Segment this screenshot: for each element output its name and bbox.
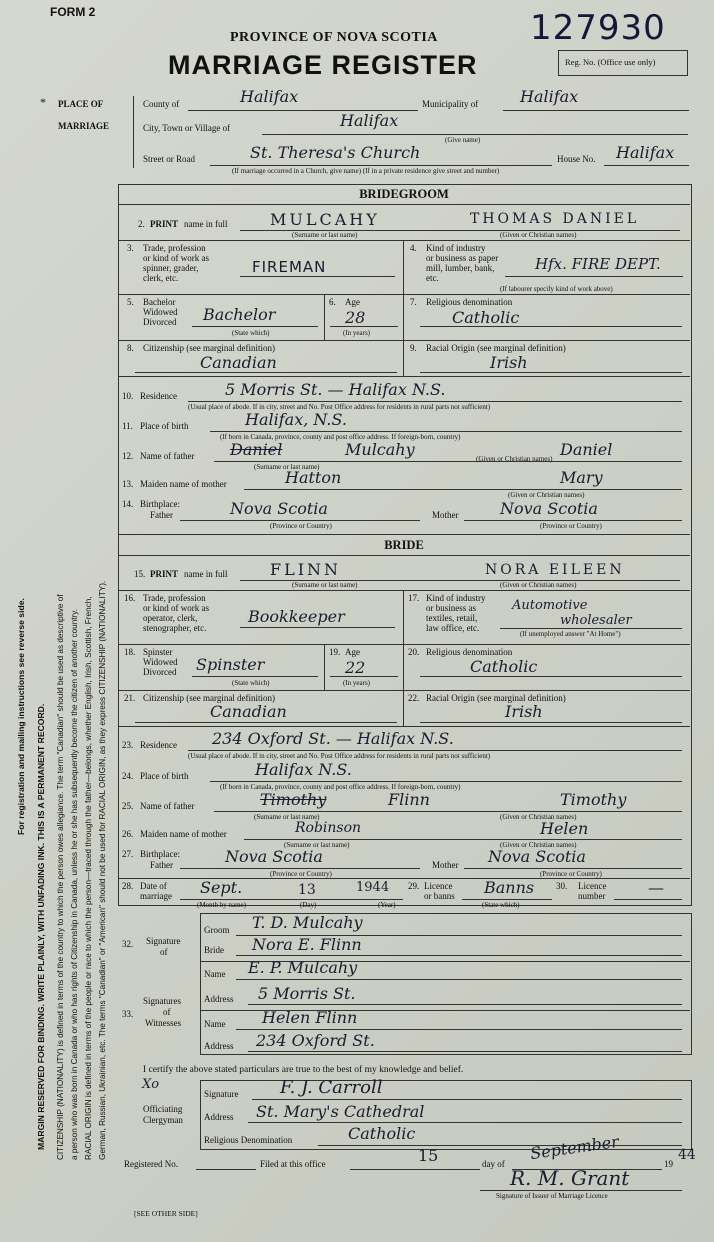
br-father-prov-sub: (Province or Country) [270,870,332,878]
house-label: House No. [557,154,596,164]
bg-age-label: Age [345,297,360,307]
clergy-address: St. Mary's Cathedral [256,1102,425,1121]
bg-father-prov-sub: (Province or Country) [270,522,332,530]
bg-residence-sub: (Usual place of abode. If in city, street and No. Post Office address for residents in rural parts not sufficient) [188,403,491,411]
bg-n6: 6. [329,297,336,307]
groom-industry: Hfx. FIRE DEPT. [535,255,661,273]
br-n21: 21. [124,693,136,703]
bg-n10: 10. [122,391,134,401]
br-birth-label: Place of birth [140,771,189,781]
registered-label: Registered No. [124,1159,178,1169]
bride-heading: BRIDE [384,538,424,552]
m-lic-l1: Licence [424,881,453,891]
bg-mother-label: Maiden name of mother [140,479,227,489]
sidebar-instructions: For registration and mailing instructions see reverse side. [16,598,26,835]
bride-residence: 234 Oxford St. — Halifax N.S. [212,729,454,748]
bride-mother-given: Helen [540,819,589,838]
groom-mother-surname: Hatton [285,468,342,487]
bg-father-label: Name of father [140,451,195,461]
clergy-l1: Officiating [143,1104,183,1114]
bg-ind-l3: mill, lumber, bank, [426,263,495,273]
w1-name-label: Name [204,969,226,979]
s-n33: 33. [122,1009,134,1019]
filed-label: Filed at this office [260,1159,326,1169]
s-sig-l1: Signature [146,936,181,946]
bride-religion: Catholic [470,657,538,676]
street-value: St. Theresa's Church [250,143,421,162]
s-bride-label: Bride [204,945,224,955]
br-ind-sub: (If unemployed answer "At Home") [520,630,621,638]
bride-birthplace: Halifax N.S. [255,760,352,779]
br-ind-l3: textiles, retail, [426,613,478,623]
bg-ind-l2: or business as paper [426,253,499,263]
bg-mother-prov-sub: (Province or Country) [540,522,602,530]
bg-trade-l4: clerk, etc. [143,273,179,283]
m-date-l2: marriage [140,891,172,901]
marriage-licence-number: — [648,878,664,897]
s-n32: 32. [122,939,134,949]
br-n19: 19. [329,647,341,657]
m-year-sub: (Year) [378,901,396,909]
bg-trade-l3: spinner, grader, [143,263,199,273]
place-label-1: PLACE OF [58,99,104,109]
br-trade-l1: Trade, profession [143,593,206,603]
br-ind-l2: or business as [426,603,476,613]
reg-number-box [558,50,688,76]
br-name-label: name in full [184,569,228,579]
s-wit-l1: Signatures [143,996,181,1006]
bride-status: Spinster [196,655,265,674]
m-lic-l2: or banns [424,891,455,901]
form-label: FORM 2 [50,5,96,19]
municipality-value: Halifax [520,87,579,106]
br-n15: 15. [134,569,146,579]
clergy-religion-label: Religious Denomination [204,1135,293,1145]
bg-n7: 7. [410,297,417,307]
m-n30: 30. [556,881,568,891]
bg-n8: 8. [127,343,134,353]
street-note: (If marriage occurred in a Church, give name) (If in a private residence give street and number) [232,167,500,175]
br-n17: 17. [408,593,420,603]
bg-mother-word: Mother [432,510,459,520]
br-status-l1: Spinster [143,647,173,657]
marriage-day: 13 [298,882,316,898]
bride-father-birthplace: Nova Scotia [225,847,323,866]
br-trade-l3: operator, clerk, [143,613,198,623]
filed-month: September [529,1131,620,1164]
clergy-l2: Clergyman [143,1115,183,1125]
br-mother-word: Mother [432,860,459,870]
br-status-l3: Divorced [143,667,177,677]
bg-father-surname-sub: (Surname or last name) [254,463,320,471]
bridegroom-heading: BRIDEGROOM [359,187,449,201]
br-given-sub: (Given or Christian names) [500,581,577,589]
issuer-signature: R. M. Grant [510,1166,630,1190]
street-line [210,165,552,166]
sidebar-binding-note: MARGIN RESERVED FOR BINDING. WRITE PLAINLY, WITH UNFADING INK. THIS IS A PERMANENT RECORD. [36,703,46,1150]
groom-residence: 5 Morris St. — Halifax N.S. [225,380,446,399]
groom-father-given: Daniel [560,440,613,459]
groom-mother-given: Mary [560,468,603,487]
br-n16: 16. [124,593,136,603]
registration-number: 127930 [530,8,666,48]
bg-in-years: (In years) [343,329,371,337]
br-n24: 24. [122,771,134,781]
groom-father-surname: Mulcahy [345,440,415,459]
bride-father-given: Timothy [560,790,627,809]
br-father-given-sub: (Given or Christian names) [500,813,577,821]
bg-n12: 12. [122,451,134,461]
bg-citizenship-label: Citizenship (see marginal definition) [143,343,276,353]
witness2-address: 234 Oxford St. [256,1031,375,1050]
br-birth-sub: (If born in Canada, province, county and post office address. If foreign-born, country) [220,783,461,791]
marriage-month: Sept. [200,878,243,897]
bg-ind-l4: etc. [426,273,439,283]
bg-ind-l1: Kind of industry [426,243,486,253]
bride-father-surname: Flinn [388,790,430,809]
sidebar-citizenship-def: CITIZENSHIP (NATIONALITY) is defined in terms of the country to which the person owes allegiance. The term "Canadian" should be used as descriptive of [56,594,65,1160]
clergy-address-label: Address [204,1112,234,1122]
filed-day: 15 [418,1146,439,1165]
bg-n2: 2. [138,219,145,229]
bg-print-label: PRINT [150,219,179,229]
witness2-name: Helen Flinn [262,1008,358,1027]
w2-address-label: Address [204,1041,234,1051]
groom-racial: Irish [490,353,528,372]
street-label: Street or Road [143,154,195,164]
s-wit-l3: Witnesses [145,1018,182,1028]
bride-racial: Irish [505,702,543,721]
bg-status-l3: Divorced [143,317,177,327]
br-n25: 25. [122,801,134,811]
br-ind-l4: law office, etc. [426,623,480,633]
bg-birth-label: Place of birth [140,421,189,431]
groom-birthplace: Halifax, N.S. [245,410,347,429]
province-heading: PROVINCE OF NOVA SCOTIA [230,30,438,45]
br-in-years: (In years) [343,679,371,687]
bg-status-l2: Widowed [143,307,178,317]
br-mother-prov-sub: (Province or Country) [540,870,602,878]
bride-signature: Nora E. Flinn [252,935,362,954]
br-residence-sub: (Usual place of abode. If in city, street and No. Post Office address for residents in rural parts not sufficient) [188,752,491,760]
m-n29: 29. [408,881,420,891]
bride-father-struck: Timothy [260,790,327,809]
city-label: City, Town or Village of [143,123,231,133]
bg-racial-label: Racial Origin (see marginal definition) [426,343,566,353]
m-n28: 28. [122,881,134,891]
br-father-surname-sub: (Surname or last name) [254,813,320,821]
m-date-l1: Date of [140,881,167,891]
bg-n3: 3. [127,243,134,253]
w2-name-label: Name [204,1019,226,1029]
city-value: Halifax [340,111,399,130]
sidebar-citizenship-def-2: a person who was born in Canada or who has rights of Citizenship in Canada, unless he or she has subsequently become the citizen of another country. [70,608,79,1160]
bg-trade-l2: or kind of work as [143,253,209,263]
s-groom-label: Groom [204,925,230,935]
bg-n11: 11. [122,421,133,431]
marriage-licence-type: Banns [484,878,535,897]
bg-father-given-sub: (Given or Christian names) [476,455,553,463]
br-father-word: Father [150,860,173,870]
bg-surname-sub: (Surname or last name) [292,231,358,239]
br-n20: 20. [408,647,420,657]
bride-industry-2: wholesaler [560,613,632,628]
groom-signature: T. D. Mulcahy [252,913,363,932]
groom-surname: MULCAHY [270,210,380,229]
bride-trade: Bookkeeper [248,607,345,626]
groom-citizenship: Canadian [200,353,277,372]
bg-religion-label: Religious denomination [426,297,513,307]
br-n27: 27. [122,849,134,859]
sidebar-racial-def-2: German, Russian, Ukrainian, etc. The terms "Canadian" or "American" should not be used for RACIAL ORIGIN, as they express CITIZENSHIP (NATIONALITY). [98,580,107,1160]
bride-mother-birthplace: Nova Scotia [488,847,586,866]
clergy-signature: F. J. Carroll [280,1077,383,1098]
br-citizenship-label: Citizenship (see marginal definition) [143,693,276,703]
bg-ind-sub: (If labourer specify kind of work above) [500,285,613,293]
bride-given: NORA EILEEN [485,562,625,578]
county-value: Halifax [240,87,299,106]
br-residence-label: Residence [140,740,177,750]
groom-given: THOMAS DANIEL [470,211,640,227]
see-other-side: [SEE OTHER SIDE] [134,1209,198,1218]
br-print-label: PRINT [150,569,179,579]
day-of-label: day of [482,1159,505,1169]
bg-trade-l1: Trade, profession [143,243,206,253]
br-birthplace-label: Birthplace: [140,849,180,859]
br-n22: 22. [408,693,420,703]
place-bracket [133,96,134,168]
m-lic-sub: (State which) [482,901,520,909]
groom-mother-birthplace: Nova Scotia [500,499,598,518]
groom-age: 28 [345,308,366,327]
groom-religion: Catholic [452,308,520,327]
br-trade-l4: stenographer, etc. [143,623,207,633]
bride-mother-surname: Robinson [295,820,362,836]
m-lnum-l2: number [578,891,606,901]
br-trade-l2: or kind of work as [143,603,209,613]
bride-age: 22 [345,658,366,677]
bride-citizenship: Canadian [210,702,287,721]
bride-industry-1: Automotive [512,598,588,613]
br-n23: 23. [122,740,134,750]
w1-address-label: Address [204,994,234,1004]
br-surname-sub: (Surname or last name) [292,581,358,589]
br-mother-surname-sub: (Surname or last name) [284,841,350,849]
br-ind-l1: Kind of industry [426,593,486,603]
bg-birth-sub: (If born in Canada, province, county and post office address. If foreign-born, country) [220,433,461,441]
bg-n14: 14. [122,499,134,509]
municipality-line [503,110,689,111]
bg-name-label: name in full [184,219,228,229]
groom-father-struck: Daniel [230,440,283,459]
bg-father-word: Father [150,510,173,520]
m-month-sub: (Month by name) [197,901,246,909]
reg-box-label: Reg. No. (Office use only) [565,57,656,67]
bg-n13: 13. [122,479,134,489]
br-state-which: (State which) [232,679,270,687]
br-n26: 26. [122,829,134,839]
br-mother-given-sub: (Given or Christian names) [500,841,577,849]
house-line [604,165,689,166]
year-prefix: 19 [664,1159,673,1169]
s-sig-l2: of [160,947,168,957]
bg-birthplace-label: Birthplace: [140,499,180,509]
groom-trade: FIREMAN [252,258,327,276]
br-mother-label: Maiden name of mother [140,829,227,839]
bg-residence-label: Residence [140,391,177,401]
m-lnum-l1: Licence [578,881,607,891]
issuer-sub: Signature of Issuer of Marriage Licence [496,1192,608,1200]
br-father-label: Name of father [140,801,195,811]
bg-status-l1: Bachelor [143,297,176,307]
city-line [262,134,688,135]
clergy-signature-label: Signature [204,1089,239,1099]
witness1-address: 5 Morris St. [258,984,356,1003]
give-name-note: (Give name) [445,136,481,144]
br-religion-label: Religious denomination [426,647,513,657]
br-racial-label: Racial Origin (see marginal definition) [426,693,566,703]
witness1-name: E. P. Mulcahy [248,958,358,977]
page-title: MARRIAGE REGISTER [168,50,478,80]
bg-given-sub: (Given or Christian names) [500,231,577,239]
place-label-2: MARRIAGE [58,121,109,131]
m-day-sub: (Day) [300,901,317,909]
bride-surname: FLINN [270,560,342,579]
clergy-mark: Xo [142,1077,160,1092]
groom-status: Bachelor [203,305,276,324]
house-value: Halifax [616,143,675,162]
county-label: County of [143,99,180,109]
bg-mother-given-sub: (Given or Christian names) [508,491,585,499]
sidebar-racial-def: RACIAL ORIGIN is defined in terms of the people or race to which the person—traced through the father—belongs, whether English, Irish, Scottish, French, [84,596,93,1160]
br-n18: 18. [124,647,136,657]
groom-father-birthplace: Nova Scotia [230,499,328,518]
bg-n5: 5. [127,297,134,307]
br-status-l2: Widowed [143,657,178,667]
s-wit-l2: of [163,1007,171,1017]
bg-n4: 4. [410,243,417,253]
marriage-year: 1944 [356,880,390,895]
bg-state-which: (State which) [232,329,270,337]
clergy-religion: Catholic [348,1124,416,1143]
place-asterisk: * [40,95,46,109]
certify-statement: I certify the above stated particulars are true to the best of my knowledge and belief. [143,1065,464,1075]
br-age-label: Age [345,647,360,657]
municipality-label: Municipality of [422,99,479,109]
bg-n9: 9. [410,343,417,353]
filed-year: 44 [678,1147,696,1163]
